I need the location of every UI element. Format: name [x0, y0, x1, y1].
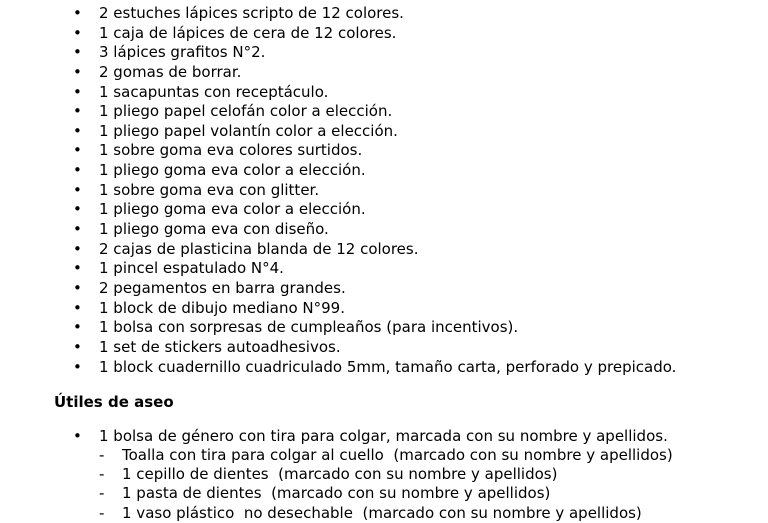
list-item-text: 1 caja de lápices de cera de 12 colores. [99, 23, 397, 42]
sublist-item [0, 484, 768, 503]
hygiene-list [0, 427, 768, 447]
sublist-item-text: 1 pasta de dientes (marcado con su nombre y apellidos) [122, 484, 551, 503]
list-item-text: 1 bolsa de género con tira para colgar, marcada con su nombre y apellidos. [99, 427, 668, 445]
bullet-icon: • [73, 259, 82, 278]
list-item-text: 1 pliego papel celofán color a elección. [99, 102, 393, 121]
list-item [0, 102, 768, 122]
list-item-text: 1 pliego goma eva color a elección. [99, 200, 366, 219]
list-item-text: 2 gomas de borrar. [99, 62, 242, 81]
list-item-text: 1 set de stickers autoadhesivos. [99, 337, 341, 356]
list-item-text: 1 sobre goma eva con glitter. [99, 180, 320, 199]
bullet-icon: • [73, 4, 82, 22]
bullet-icon: • [73, 102, 82, 121]
bullet-icon: • [73, 318, 82, 337]
list-item [0, 220, 768, 240]
bullet-icon: • [73, 239, 82, 258]
list-item-text: 1 pincel espatulado N°4. [99, 259, 284, 278]
dash-icon: - [99, 484, 105, 503]
bullet-icon: • [73, 298, 82, 317]
list-item [0, 63, 768, 83]
list-item [0, 318, 768, 338]
bullet-icon: • [73, 357, 82, 376]
list-item [0, 83, 768, 103]
bullet-icon: • [73, 82, 82, 101]
list-item [0, 279, 768, 299]
hygiene-sublist [0, 446, 768, 523]
bullet-icon: • [73, 43, 82, 62]
sublist-item [0, 446, 768, 465]
list-item-text: 1 pliego goma eva con diseño. [99, 220, 329, 239]
sublist-item-text: 1 cepillo de dientes (marcado con su nombre y apellidos) [122, 465, 558, 484]
list-item-text: 1 pliego papel volantín color a elección. [99, 121, 398, 140]
list-item [0, 358, 768, 378]
dash-icon: - [99, 446, 105, 464]
list-item-text: 1 block de dibujo mediano N°99. [99, 298, 345, 317]
list-item [0, 299, 768, 319]
sublist-item [0, 504, 768, 523]
dash-icon: - [99, 465, 105, 484]
list-item-text: 1 bolsa con sorpresas de cumpleaños (para incentivos). [99, 318, 519, 337]
sublist-item [0, 465, 768, 484]
list-item-text: 1 sacapuntas con receptáculo. [99, 82, 329, 101]
list-item [0, 240, 768, 260]
list-item-text: 3 lápices grafitos N°2. [99, 43, 266, 62]
list-item-text: 1 pliego goma eva color a elección. [99, 161, 366, 180]
bullet-icon: • [73, 180, 82, 199]
list-item-text: 2 estuches lápices scripto de 12 colores. [99, 4, 404, 22]
list-item-text: 2 cajas de plasticina blanda de 12 colores. [99, 239, 419, 258]
list-item [0, 200, 768, 220]
materials-list [0, 4, 768, 377]
list-item [0, 427, 768, 447]
bullet-icon: • [73, 121, 82, 140]
bullet-icon: • [73, 220, 82, 239]
bullet-icon: • [73, 161, 82, 180]
sublist-item-text: 1 vaso plástico no desechable (marcado con su nombre y apellidos) [122, 503, 642, 522]
list-item [0, 43, 768, 63]
list-item-text: 1 block cuadernillo cuadriculado 5mm, tamaño carta, perforado y prepicado. [99, 357, 677, 376]
dash-icon: - [99, 503, 105, 522]
list-item [0, 259, 768, 279]
bullet-icon: • [73, 23, 82, 42]
list-item [0, 4, 768, 24]
bullet-icon: • [73, 278, 82, 297]
list-item-text: 2 pegamentos en barra grandes. [99, 278, 346, 297]
section-title-hygiene: Útiles de aseo [54, 393, 174, 411]
sublist-item-text: Toalla con tira para colgar al cuello (marcado con su nombre y apellidos) [122, 446, 673, 464]
bullet-icon: • [73, 62, 82, 81]
bullet-icon: • [73, 427, 82, 445]
bullet-icon: • [73, 141, 82, 160]
bullet-icon: • [73, 200, 82, 219]
list-item [0, 122, 768, 142]
list-item [0, 161, 768, 181]
list-item [0, 338, 768, 358]
list-item [0, 24, 768, 44]
bullet-icon: • [73, 337, 82, 356]
list-item [0, 141, 768, 161]
list-item [0, 181, 768, 201]
list-item-text: 1 sobre goma eva colores surtidos. [99, 141, 363, 160]
